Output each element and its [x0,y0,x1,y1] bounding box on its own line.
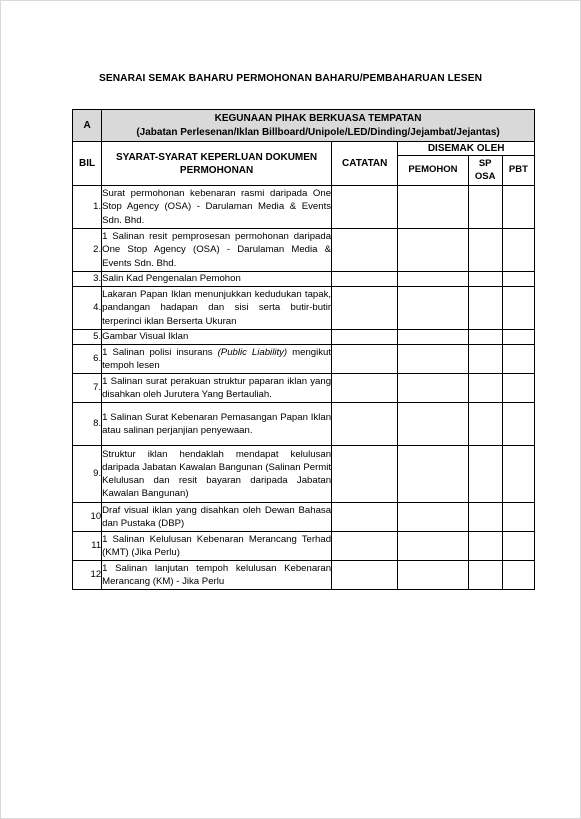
catatan-cell[interactable] [332,503,398,532]
item-requirement-emphasis: (Public Liability) [217,346,288,358]
item-number: 2. [73,229,102,272]
item-number: 12 [73,561,102,590]
item-requirement: Salin Kad Pengenalan Pemohon [102,272,332,287]
table-row [73,446,535,503]
table-row [73,345,535,374]
item-requirement: Gambar Visual Iklan [102,330,332,345]
item-requirement: Struktur iklan hendaklah mendapat kelulusan daripada Jabatan Kawalan Bangunan (Salinan Permit Kelulusan dan resit bayaran daripada Jabatan Kawalan Bangunan) [102,446,332,503]
sp-osa-check-cell[interactable] [468,330,502,345]
item-requirement: 1 Salinan Surat Kebenaran Pemasangan Papan Iklan atau salinan perjanjian penyewaan. [102,403,332,446]
table-row [73,186,535,229]
section-title-line1: KEGUNAAN PIHAK BERKUASA TEMPATAN [214,113,422,124]
pbt-check-cell[interactable] [502,272,534,287]
catatan-cell[interactable] [332,345,398,374]
catatan-cell[interactable] [332,446,398,503]
pbt-check-cell[interactable] [502,330,534,345]
header-catatan: CATATAN [332,142,398,186]
item-requirement [102,345,332,374]
pemohon-check-cell[interactable] [398,229,468,272]
header-checked-by: DISEMAK OLEH [398,142,535,156]
pbt-check-cell[interactable] [502,561,534,590]
item-number: 4. [73,287,102,330]
pbt-check-cell[interactable] [502,345,534,374]
catatan-cell[interactable] [332,532,398,561]
pbt-check-cell[interactable] [502,374,534,403]
header-sp-osa: SP OSA [468,156,502,186]
item-requirement: 1 Salinan surat perakuan struktur paparan iklan yang disahkan oleh Jurutera Yang Bertauliah. [102,374,332,403]
pemohon-check-cell[interactable] [398,446,468,503]
item-number: 3. [73,272,102,287]
sp-osa-check-cell[interactable] [468,287,502,330]
item-requirement: 1 Salinan Kelulusan Kebenaran Merancang Terhad (KMT) (Jika Perlu) [102,532,332,561]
pbt-check-cell[interactable] [502,532,534,561]
catatan-cell[interactable] [332,403,398,446]
header-requirements: SYARAT-SYARAT KEPERLUAN DOKUMEN PERMOHONAN [102,142,332,186]
header-pbt: PBT [502,156,534,186]
table-row [73,374,535,403]
item-requirement: 1 Salinan lanjutan tempoh kelulusan Kebenaran Merancang (KM) - Jika Perlu [102,561,332,590]
table-row [73,287,535,330]
sp-osa-check-cell[interactable] [468,403,502,446]
catatan-cell[interactable] [332,287,398,330]
pemohon-check-cell[interactable] [398,272,468,287]
pemohon-check-cell[interactable] [398,287,468,330]
sp-osa-check-cell[interactable] [468,229,502,272]
sp-osa-check-cell[interactable] [468,503,502,532]
item-number: 8. [73,403,102,446]
item-requirement: Lakaran Papan Iklan menunjukkan kedudukan tapak, pandangan hadapan dan sisi serta butir-butir terperinci iklan Berserta Ukuran [102,287,332,330]
pemohon-check-cell[interactable] [398,186,468,229]
pbt-check-cell[interactable] [502,403,534,446]
item-number: 11 [73,532,102,561]
section-letter: A [73,110,102,142]
checklist-table [72,109,535,590]
item-number: 5. [73,330,102,345]
table-row [73,532,535,561]
catatan-cell[interactable] [332,374,398,403]
header-pemohon: PEMOHON [398,156,468,186]
sp-osa-check-cell[interactable] [468,561,502,590]
section-title [102,110,535,142]
pbt-check-cell[interactable] [502,186,534,229]
pbt-check-cell[interactable] [502,503,534,532]
item-requirement: 1 Salinan resit pemprosesan permohonan daripada One Stop Agency (OSA) - Darulaman Media & Events Sdn. Bhd. [102,229,332,272]
table-row [73,561,535,590]
pemohon-check-cell[interactable] [398,503,468,532]
catatan-cell[interactable] [332,561,398,590]
section-title-line2: (Jabatan Perlesenan/Iklan Billboard/Unipole/LED/Dinding/Jejambat/Jejantas) [136,126,500,138]
sp-osa-check-cell[interactable] [468,532,502,561]
pbt-check-cell[interactable] [502,229,534,272]
item-requirement: Draf visual iklan yang disahkan oleh Dewan Bahasa dan Pustaka (DBP) [102,503,332,532]
pemohon-check-cell[interactable] [398,403,468,446]
pemohon-check-cell[interactable] [398,561,468,590]
catatan-cell[interactable] [332,330,398,345]
section-header-row [73,110,535,142]
sp-osa-check-cell[interactable] [468,186,502,229]
sp-osa-check-cell[interactable] [468,374,502,403]
header-bil: BIL [73,142,102,186]
pbt-check-cell[interactable] [502,287,534,330]
catatan-cell[interactable] [332,272,398,287]
table-row [73,229,535,272]
pemohon-check-cell[interactable] [398,374,468,403]
item-number: 9. [73,446,102,503]
pbt-check-cell[interactable] [502,446,534,503]
catatan-cell[interactable] [332,186,398,229]
catatan-cell[interactable] [332,229,398,272]
table-row [73,330,535,345]
document-title: SENARAI SEMAK BAHARU PERMOHONAN BAHARU/PEMBAHARUAN LESEN [98,73,483,84]
pemohon-check-cell[interactable] [398,330,468,345]
item-requirement-text: 1 Salinan polisi insurans [102,346,218,358]
item-number: 10 [73,503,102,532]
table-row [73,503,535,532]
column-header-row [73,142,535,156]
item-number: 6. [73,345,102,374]
sp-osa-check-cell[interactable] [468,345,502,374]
item-number: 7. [73,374,102,403]
sp-osa-check-cell[interactable] [468,446,502,503]
table-row [73,272,535,287]
item-number: 1. [73,186,102,229]
item-requirement-text: mengikut tempoh lesen [102,346,332,371]
sp-osa-check-cell[interactable] [468,272,502,287]
pemohon-check-cell[interactable] [398,345,468,374]
table-row [73,403,535,446]
item-requirement: Surat permohonan kebenaran rasmi daripada One Stop Agency (OSA) - Darulaman Media & Events Sdn. Bhd. [102,186,332,229]
pemohon-check-cell[interactable] [398,532,468,561]
